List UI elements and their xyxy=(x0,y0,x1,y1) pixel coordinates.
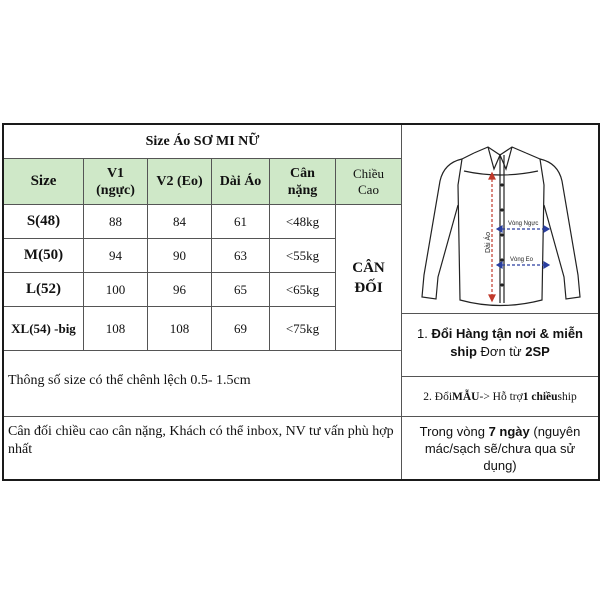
length-label: Dài Áo xyxy=(485,231,492,253)
header-weight-label: Cân xyxy=(290,165,315,181)
header-weight xyxy=(270,159,336,205)
row-xl-length: 69 xyxy=(212,307,270,351)
policy2-prefix: 2. Đổi xyxy=(423,390,453,403)
row-s-v1: 88 xyxy=(84,205,148,239)
row-m-v2: 90 xyxy=(148,239,212,273)
header-v1-sub: (ngực) xyxy=(96,182,135,198)
header-length: Dài Áo xyxy=(212,159,270,205)
policy1-prefix: 1. xyxy=(417,326,432,341)
note-consultation: Cân đối chiều cao cân nặng, Khách có thể inbox, NV tư vấn phù hợp nhất xyxy=(4,417,402,479)
waist-label: Vòng Eo xyxy=(510,257,534,263)
row-m-v1: 94 xyxy=(84,239,148,273)
row-xl-weight: <75kg xyxy=(270,307,336,351)
policy-free-exchange xyxy=(402,313,598,377)
header-v1 xyxy=(84,159,148,205)
row-l-v2: 96 xyxy=(148,273,212,307)
height-value-line2: ĐỐI xyxy=(354,279,383,296)
row-xl-v2: 108 xyxy=(148,307,212,351)
row-xl-v1: 108 xyxy=(84,307,148,351)
size-chart xyxy=(2,123,600,481)
header-weight-sub: nặng xyxy=(287,182,318,198)
row-m-length: 63 xyxy=(212,239,270,273)
row-s-weight: <48kg xyxy=(270,205,336,239)
row-m-weight: <55kg xyxy=(270,239,336,273)
row-l-weight: <65kg xyxy=(270,273,336,307)
row-m-size: M(50) xyxy=(4,239,84,273)
policy1-mid: Đơn từ xyxy=(476,344,526,359)
header-v1-label: V1 xyxy=(106,165,125,181)
policy1-min-items: 2SP xyxy=(525,344,550,359)
policy2-model: MẪU xyxy=(452,390,480,403)
row-l-length: 65 xyxy=(212,273,270,307)
row-l-size: L(52) xyxy=(4,273,84,307)
policy2-one-way: 1 chiều xyxy=(522,390,558,403)
row-s-v2: 84 xyxy=(148,205,212,239)
table-title: Size Áo SƠ MI NỮ xyxy=(4,125,402,159)
header-v2: V2 (Eo) xyxy=(148,159,212,205)
row-s-length: 61 xyxy=(212,205,270,239)
header-size: Size xyxy=(4,159,84,205)
policy2-mid: -> Hỗ trợ xyxy=(479,390,523,403)
height-merged-value xyxy=(336,205,402,351)
shirt-diagram xyxy=(402,125,598,314)
policy-time-limit xyxy=(402,417,598,479)
policy1-bold: Đổi Hàng tận nơi & miễn ship xyxy=(431,326,583,359)
policy-model-exchange xyxy=(402,377,598,417)
row-l-v1: 100 xyxy=(84,273,148,307)
panel-divider xyxy=(401,125,402,479)
header-height-sub: Cao xyxy=(358,181,379,197)
shirt-illustration xyxy=(402,125,598,313)
policy3-days: 7 ngày xyxy=(488,424,530,439)
row-xl-size: XL(54) -big xyxy=(4,307,84,351)
height-value-line1: CÂN xyxy=(352,259,385,276)
policy3-prefix: Trong vòng xyxy=(419,424,489,439)
row-s-size: S(48) xyxy=(4,205,84,239)
note-measurement-variance: Thông số size có thể chênh lệch 0.5- 1.5cm xyxy=(4,351,402,417)
header-height-label: Chiều xyxy=(352,165,385,181)
header-height xyxy=(336,159,402,205)
bust-label: Vòng Ngực xyxy=(508,221,539,227)
policy2-post: ship xyxy=(557,390,577,403)
policy3-condition: (nguyên mác/sạch sẽ/chưa qua sử dụng) xyxy=(424,424,581,473)
